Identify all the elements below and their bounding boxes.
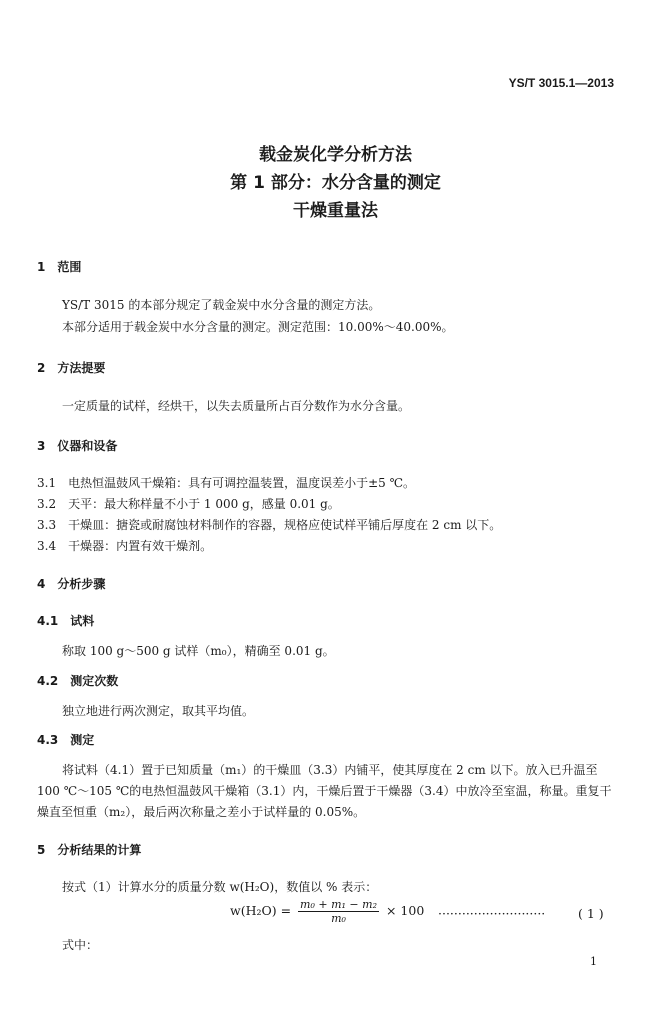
section-1-para-2: 本部分适用于载金炭中水分含量的测定。测定范围：10.00%～40.00%。	[62, 320, 454, 334]
section-4-3-line-1: 将试料（4.1）置于已知质量（m₁）的干燥皿（3.3）内铺平，使其厚度在 2 cm 以下。放入已升温至	[62, 763, 598, 777]
doc-title-line-1: 载金炭化学分析方法	[259, 145, 412, 165]
formula-fraction	[298, 898, 379, 925]
section-3-item-2: 3.2 天平：最大称样量不小于 1 000 g，感量 0.01 g。	[37, 497, 340, 511]
section-1-heading: 1 范围	[37, 260, 82, 274]
doc-title-line-2: 第 1 部分：水分含量的测定	[230, 173, 441, 193]
formula-number: ( 1 )	[578, 906, 604, 921]
section-3-item-3: 3.3 干燥皿：搪瓷或耐腐蚀材料制作的容器，规格应使试样平铺后厚度在 2 cm 以下。	[37, 518, 502, 532]
doc-title-line-3: 干燥重量法	[293, 201, 378, 221]
section-3-heading: 3 仪器和设备	[37, 439, 118, 453]
section-5-intro: 按式（1）计算水分的质量分数 w(H₂O)，数值以 % 表示：	[62, 880, 378, 894]
formula-where-label: 式中：	[62, 938, 99, 952]
section-4-3-line-3: 燥直至恒重（m₂），最后两次称量之差小于试样量的 0.05%。	[37, 805, 366, 819]
formula-lhs: w(H₂O) =	[230, 903, 292, 918]
section-1-para-1: YS/T 3015 的本部分规定了载金炭中水分含量的测定方法。	[62, 298, 381, 312]
section-2-heading: 2 方法提要	[37, 361, 106, 375]
section-4-1-heading: 4.1 试料	[37, 614, 95, 628]
section-2-para-1: 一定质量的试样，经烘干，以失去质量所占百分数作为水分含量。	[62, 399, 411, 413]
section-4-1-text: 称取 100 g～500 g 试样（m₀），精确至 0.01 g。	[62, 644, 335, 658]
section-3-item-4: 3.4 干燥器：内置有效干燥剂。	[37, 539, 213, 553]
formula-rhs: × 100	[385, 903, 425, 918]
section-3-item-1: 3.1 电热恒温鼓风干燥箱：具有可调控温装置，温度误差小于±5 ℃。	[37, 476, 416, 490]
standard-code: YS/T 3015.1—2013	[508, 76, 614, 90]
formula-numerator: m₀ + m₁ − m₂	[300, 898, 377, 911]
section-4-3-line-2: 100 ℃～105 ℃的电热恒温鼓风干燥箱（3.1）内，干燥后置于干燥器（3.4）中放冷至室温，称量。重复干	[37, 784, 612, 798]
formula-denominator: m₀	[331, 912, 346, 925]
section-4-heading: 4 分析步骤	[37, 577, 106, 591]
formula-leader-dots: ···························	[438, 906, 546, 921]
section-4-2-heading: 4.2 测定次数	[37, 674, 119, 688]
page-number: 1	[590, 955, 597, 968]
section-4-2-text: 独立地进行两次测定，取其平均值。	[62, 704, 255, 718]
section-5-heading: 5 分析结果的计算	[37, 843, 142, 857]
formula-1	[230, 898, 424, 925]
section-4-3-heading: 4.3 测定	[37, 733, 95, 747]
